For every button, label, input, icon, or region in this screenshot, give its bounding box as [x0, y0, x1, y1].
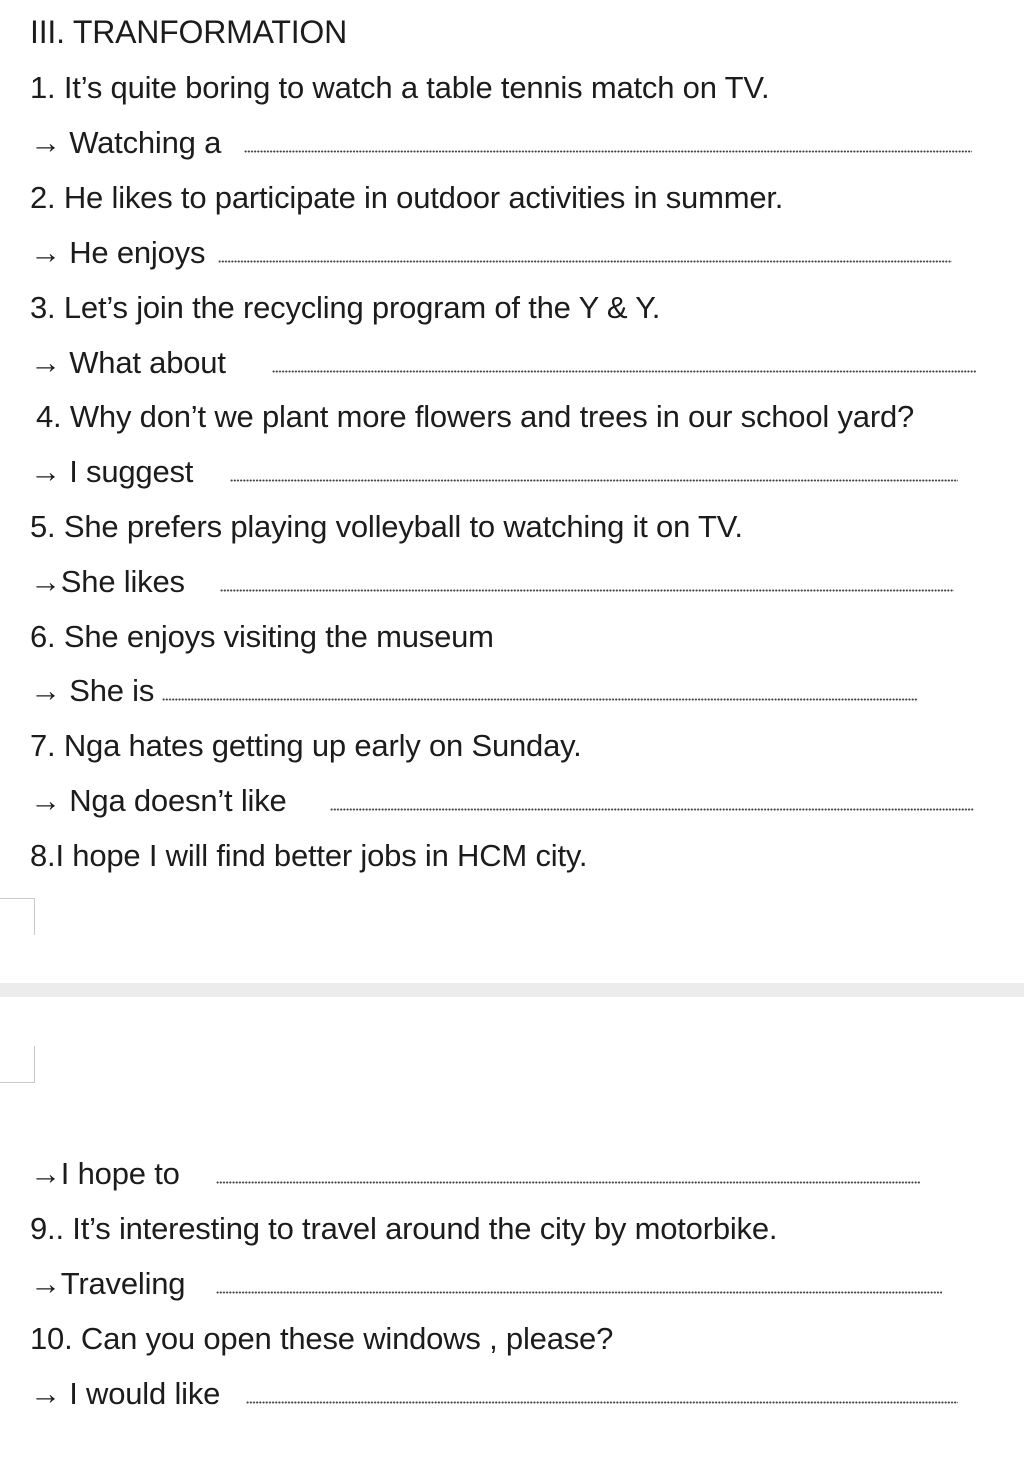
answer-line-7 [0, 781, 1024, 821]
answer-line-1 [0, 123, 1024, 163]
answer-4-prompt: → I suggest [30, 454, 194, 489]
answer-7-prompt: → Nga doesn’t like [30, 783, 287, 818]
question-8-text: 8.I hope I will find better jobs in HCM city. [30, 838, 588, 873]
answer-3-prompt: → What about [30, 345, 226, 380]
answer-line-9 [0, 1264, 1024, 1304]
answer-line-4 [0, 452, 1024, 492]
answer-1-prompt: → Watching a [30, 125, 222, 160]
question-2 [0, 178, 1024, 218]
answer-line-2 [0, 233, 1024, 273]
answer-line-10 [0, 1374, 1024, 1414]
answer-8-prompt: →I hope to [30, 1156, 180, 1191]
answer-5-blank[interactable] [220, 589, 954, 592]
answer-line-5 [0, 562, 1024, 602]
question-1-text: 1. It’s quite boring to watch a table tennis match on TV. [30, 70, 770, 105]
page-corner-mark-bottom [0, 1046, 35, 1083]
question-2-text: 2. He likes to participate in outdoor activities in summer. [30, 180, 784, 215]
question-5 [0, 507, 1024, 547]
question-7-text: 7. Nga hates getting up early on Sunday. [30, 728, 582, 763]
answer-8-blank[interactable] [216, 1181, 920, 1184]
question-10 [0, 1319, 1024, 1359]
answer-9-blank[interactable] [216, 1291, 942, 1294]
question-1 [0, 68, 1024, 108]
answer-5-prompt: →She likes [30, 564, 185, 599]
answer-line-8 [0, 1154, 1024, 1194]
question-6-text: 6. She enjoys visiting the museum [30, 619, 494, 654]
section-heading: III. TRANFORMATION [30, 14, 347, 50]
answer-3-blank[interactable] [272, 370, 976, 373]
question-10-text: 10. Can you open these windows , please? [30, 1321, 614, 1356]
answer-9-prompt: →Traveling [30, 1266, 186, 1301]
question-4-text: 4. Why don’t we plant more flowers and trees in our school yard? [36, 399, 915, 434]
answer-7-blank[interactable] [330, 808, 974, 811]
page-corner-mark-top [0, 898, 35, 935]
page-break-divider [0, 983, 1024, 997]
question-3-text: 3. Let’s join the recycling program of the Y & Y. [30, 290, 661, 325]
answer-10-blank[interactable] [246, 1401, 958, 1404]
question-9-text: 9.. It’s interesting to travel around the city by motorbike. [30, 1211, 778, 1246]
answer-6-prompt: → She is [30, 673, 155, 708]
answer-4-blank[interactable] [230, 479, 958, 482]
question-4 [0, 397, 1024, 437]
question-6 [0, 617, 1024, 657]
question-8 [0, 836, 1024, 876]
answer-line-6 [0, 671, 1024, 711]
answer-2-prompt: → He enjoys [30, 235, 206, 270]
section-heading-line [0, 12, 1024, 52]
answer-10-prompt: → I would like [30, 1376, 221, 1411]
answer-2-blank[interactable] [218, 260, 952, 263]
question-3 [0, 288, 1024, 328]
answer-1-blank[interactable] [244, 150, 972, 153]
answer-6-blank[interactable] [162, 698, 918, 701]
question-9 [0, 1209, 1024, 1249]
question-7 [0, 726, 1024, 766]
question-5-text: 5. She prefers playing volleyball to watching it on TV. [30, 509, 743, 544]
answer-line-3 [0, 343, 1024, 383]
